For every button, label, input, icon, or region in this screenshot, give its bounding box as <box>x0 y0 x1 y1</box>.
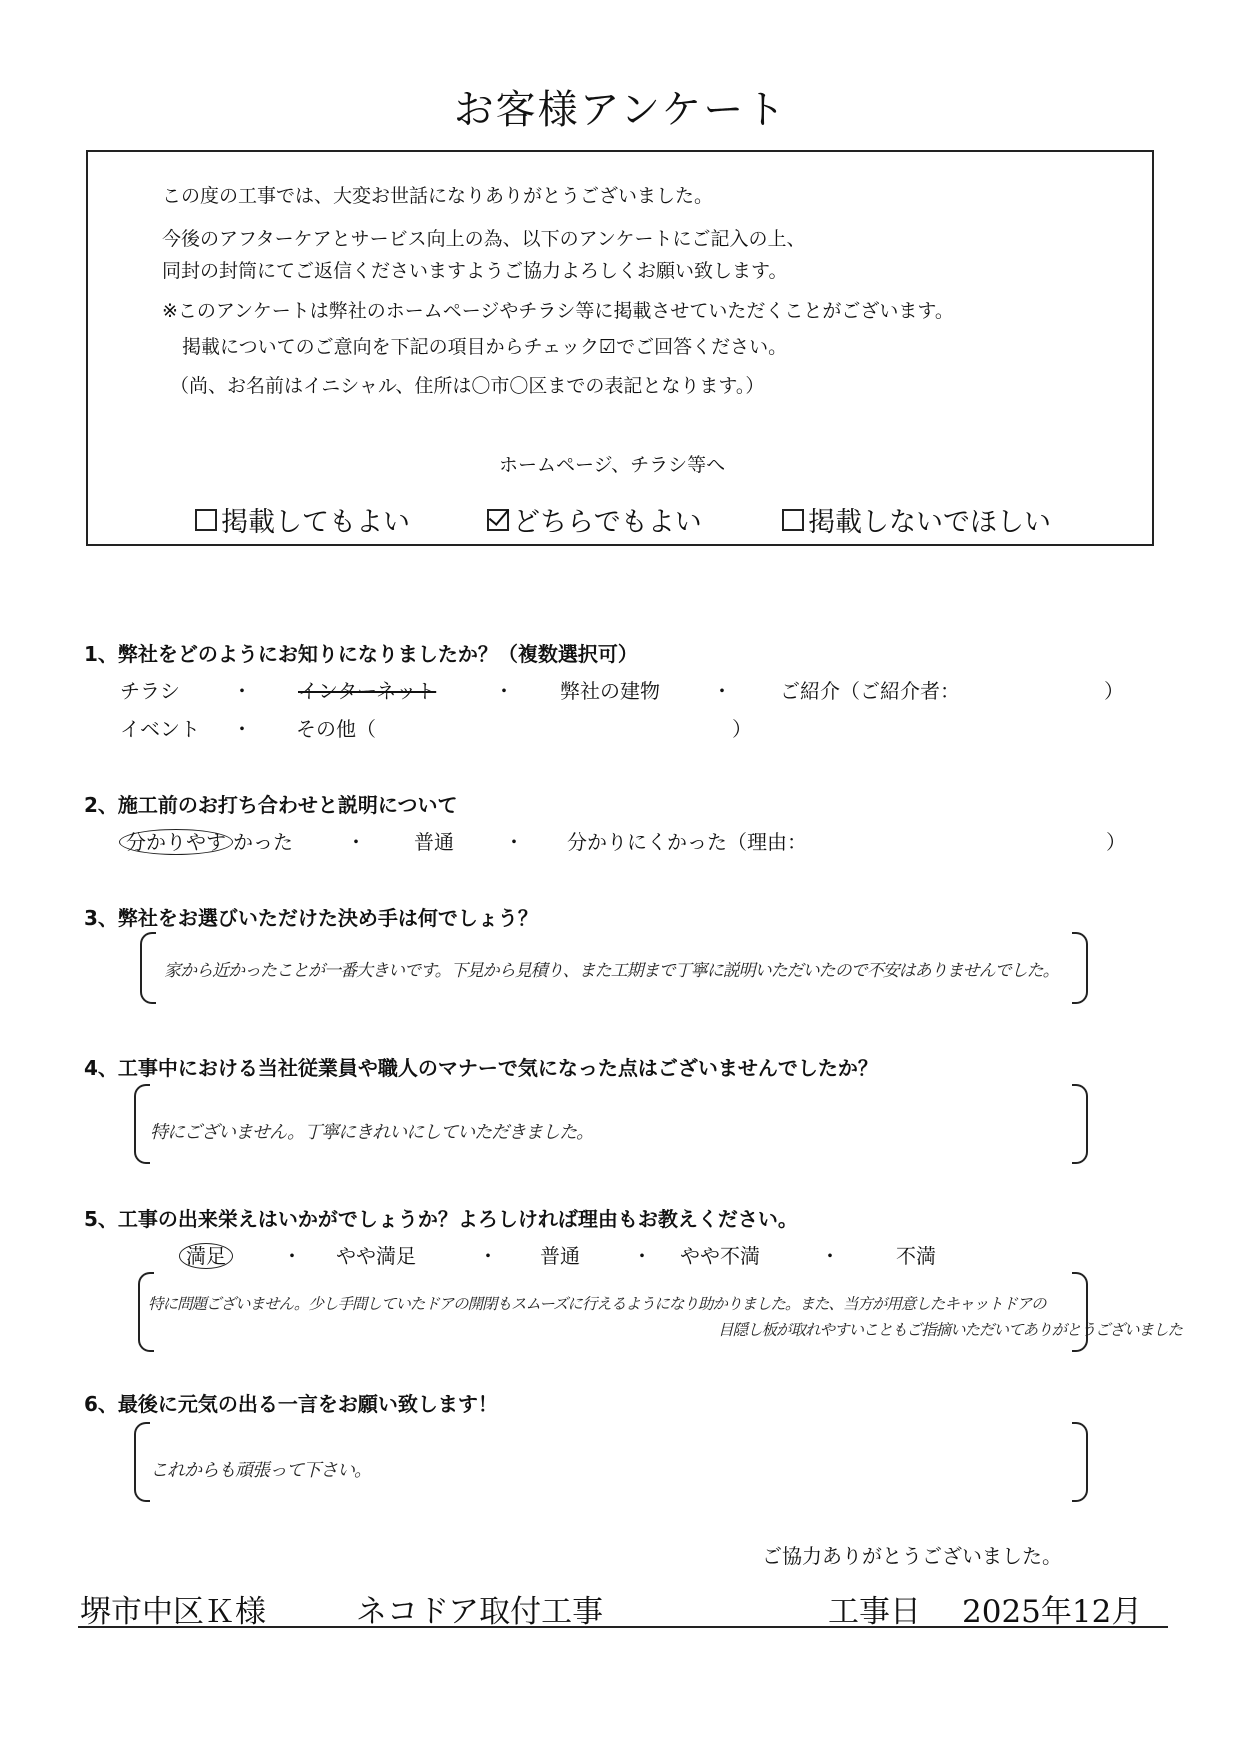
q1-referral-close: ） <box>1104 679 1124 703</box>
q5-answer-line-1: 特に問題ございません。少し手間していたドアの開閉もスムーズに行えるようになり助かりました。また、当方が用意したキャットドアの <box>148 1295 1046 1313</box>
q4-answer: 特にございません。丁寧にきれいにしていただきました。 <box>150 1122 594 1143</box>
intro-line-6: （尚、お名前はイニシャル、住所は〇市〇区までの表記となります。） <box>170 375 765 397</box>
separator-dot: ・ <box>232 679 252 703</box>
answer-bracket-right <box>1072 1422 1088 1502</box>
q2-option-normal[interactable]: 普通 <box>414 830 454 854</box>
answer-bracket-right <box>1072 932 1088 1004</box>
q6-answer: これからも頑張って下さい。 <box>150 1460 371 1481</box>
question-4: 4、工事中における当社従業員や職人のマナーで気になった点はございませんでしたか？ <box>84 1056 878 1080</box>
intro-line-3: 同封の封筒にてご返信くださいますようご協力よろしくお願い致します。 <box>162 260 788 282</box>
consent-heading: ホームページ、チラシ等へ <box>499 454 726 476</box>
answer-bracket-left <box>140 932 156 1004</box>
q1-option-flyer[interactable]: チラシ <box>120 679 180 703</box>
question-3: 3、弊社をお選びいただけた決め手は何でしょう？ <box>84 906 538 930</box>
consent-option-do-not-publish[interactable] <box>782 500 1051 539</box>
q5-answer-line-2: 目隠し板が取れやすいこともご指摘いただいてありがとうございました <box>718 1321 1183 1339</box>
q2-reason-close: ） <box>1106 830 1126 854</box>
consent-option-label: 掲載してもよい <box>221 507 410 538</box>
q1-option-internet-selected[interactable]: インターネット <box>298 679 437 703</box>
question-6: 6、最後に元気の出る一言をお願い致します！ <box>84 1392 498 1416</box>
separator-dot: ・ <box>494 679 514 703</box>
checkbox-unchecked-icon[interactable] <box>782 509 804 531</box>
q5-option-somewhat-satisfied[interactable]: やや満足 <box>336 1244 416 1268</box>
separator-dot: ・ <box>478 1244 498 1268</box>
footer-underline <box>78 1626 1168 1628</box>
intro-line-5: 掲載についてのご意向を下記の項目からチェック☑でご回答ください。 <box>182 336 788 358</box>
q5-option-somewhat-dissatisfied[interactable]: やや不満 <box>680 1244 760 1268</box>
q2-option-easy-rest: かった <box>233 830 293 854</box>
q1-option-other[interactable]: その他（ <box>296 717 376 741</box>
footer-work: ネコドア取付工事 <box>356 1594 604 1630</box>
consent-option-either[interactable] <box>487 500 702 539</box>
answer-bracket-left <box>134 1084 150 1164</box>
question-5: 5、工事の出来栄えはいかがでしょうか？よろしければ理由もお教えください。 <box>84 1207 798 1231</box>
separator-dot: ・ <box>820 1244 840 1268</box>
answer-bracket-right <box>1072 1272 1088 1352</box>
selection-circle: 分かりやす <box>119 829 233 855</box>
q1-option-referral[interactable]: ご紹介（ご紹介者： <box>780 679 960 703</box>
q2-option-hard[interactable]: 分かりにくかった（理由： <box>567 830 807 854</box>
q1-option-event[interactable]: イベント <box>120 717 200 741</box>
q3-answer: 家から近かったことが一番大きいです。下見から見積り、また工期まで丁寧に説明いただいたので不安はありませんでした。 <box>164 961 1059 981</box>
question-2: 2、施工前のお打ち合わせと説明について <box>84 793 458 817</box>
selection-circle: 満足 <box>179 1243 233 1269</box>
q5-option-dissatisfied[interactable]: 不満 <box>896 1244 936 1268</box>
separator-dot: ・ <box>504 830 524 854</box>
intro-line-4: ※このアンケートは弊社のホームページやチラシ等に掲載させていただくことがございます。 <box>162 300 954 322</box>
consent-option-label: 掲載しないでほしい <box>808 507 1051 538</box>
question-1: 1、弊社をどのようにお知りになりましたか？（複数選択可） <box>84 642 638 666</box>
footer-customer: 堺市中区Ｋ様 <box>80 1594 266 1630</box>
separator-dot: ・ <box>232 717 252 741</box>
thanks-message: ご協力ありがとうございました。 <box>762 1544 1062 1568</box>
separator-dot: ・ <box>282 1244 302 1268</box>
footer-date-label: 工事日 <box>828 1594 921 1630</box>
intro-line-1: この度の工事では、大変お世話になりありがとうございました。 <box>162 185 714 207</box>
separator-dot: ・ <box>632 1244 652 1268</box>
q1-option-building[interactable]: 弊社の建物 <box>560 679 660 703</box>
q5-option-normal[interactable]: 普通 <box>540 1244 580 1268</box>
checkbox-unchecked-icon[interactable] <box>195 509 217 531</box>
q5-option-satisfied-selected[interactable] <box>186 1240 233 1269</box>
answer-bracket-right <box>1072 1084 1088 1164</box>
separator-dot: ・ <box>346 830 366 854</box>
q2-option-easy-selected[interactable] <box>126 826 293 855</box>
q1-other-close: ） <box>732 717 752 741</box>
intro-line-2: 今後のアフターケアとサービス向上の為、以下のアンケートにご記入の上、 <box>162 228 806 250</box>
consent-option-publish-ok[interactable] <box>195 500 410 539</box>
consent-option-label: どちらでもよい <box>513 507 702 538</box>
footer-date-value: 2025年12月 <box>962 1594 1143 1630</box>
answer-bracket-left <box>134 1422 150 1502</box>
checkbox-checked-icon[interactable] <box>487 509 509 531</box>
page-title: お客様アンケート <box>453 87 788 133</box>
separator-dot: ・ <box>712 679 732 703</box>
